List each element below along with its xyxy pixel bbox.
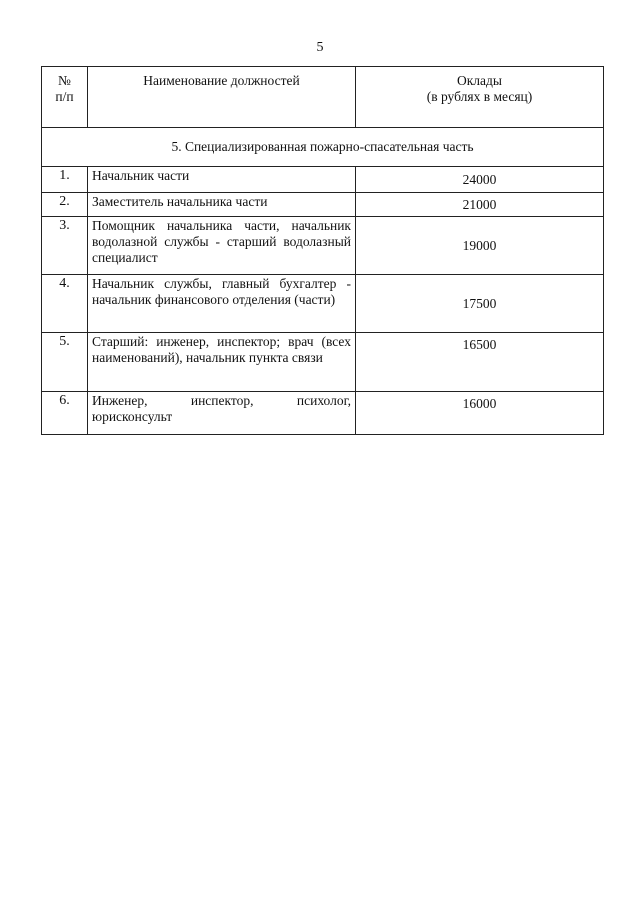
row-position: Заместитель начальника части [88,193,356,217]
header-number-symbol: № [58,73,71,88]
header-position-name: Наименование должностей [88,67,356,128]
row-number: 2. [42,193,88,217]
row-position: Инженер, инспектор, психолог, юрисконсульт [88,392,356,435]
header-number [42,67,88,128]
header-salary-title: Оклады [457,73,502,88]
table-row [42,217,604,275]
row-position: Начальник службы, главный бухгалтер - начальник финансового отделения (части) [88,275,356,333]
row-salary: 21000 [356,193,604,217]
row-salary: 16500 [356,333,604,392]
row-position: Помощник начальника части, начальник водолазной службы - старший водолазный специалист [88,217,356,275]
header-salary [356,67,604,128]
row-salary: 19000 [356,217,604,275]
table-row [42,392,604,435]
row-salary: 16000 [356,392,604,435]
salary-table [41,66,604,435]
row-number: 1. [42,167,88,193]
row-salary: 24000 [356,167,604,193]
table-header-row [42,67,604,128]
row-number: 4. [42,275,88,333]
row-number: 3. [42,217,88,275]
section-row [42,128,604,167]
table-row [42,275,604,333]
table-row [42,333,604,392]
table-row [42,193,604,217]
row-position: Старший: инженер, инспектор; врач (всех наименований), начальник пункта связи [88,333,356,392]
page-number: 5 [316,40,324,55]
section-title: 5. Специализированная пожарно-спасательная часть [42,128,604,167]
row-salary: 17500 [356,275,604,333]
header-salary-unit: (в рублях в месяц) [426,89,533,104]
table-row [42,167,604,193]
row-number: 6. [42,392,88,435]
row-position: Начальник части [88,167,356,193]
header-number-abbr: п/п [55,89,74,104]
row-number: 5. [42,333,88,392]
